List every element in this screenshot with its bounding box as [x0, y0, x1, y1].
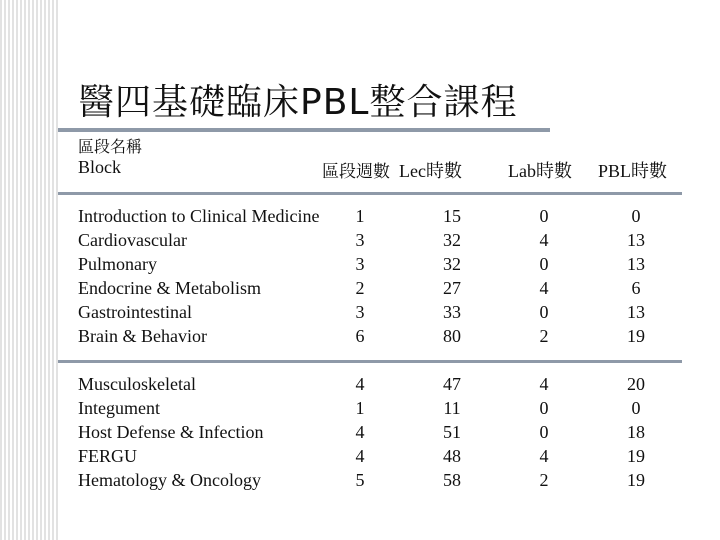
weeks-cell: 3	[355, 230, 365, 250]
lec-hours-cell: 27	[443, 278, 461, 298]
block-name: Brain & Behavior	[78, 326, 207, 346]
header-lab: Lab時數	[508, 161, 572, 181]
pbl-hours-cell: 0	[631, 398, 641, 418]
block-name: Cardiovascular	[78, 230, 187, 250]
weeks-cell: 4	[355, 422, 365, 442]
weeks-cell: 1	[355, 206, 365, 226]
lec-hours-cell: 32	[443, 230, 461, 250]
section-divider	[58, 360, 682, 363]
header-block-en: Block	[78, 157, 121, 177]
block-name: Hematology & Oncology	[78, 470, 261, 490]
block-name: Gastrointestinal	[78, 302, 192, 322]
lab-hours-cell: 4	[539, 374, 549, 394]
weeks-cell: 5	[355, 470, 365, 490]
header-pbl: PBL時數	[598, 161, 668, 181]
pbl-hours-cell: 19	[627, 446, 645, 466]
lab-hours-cell: 2	[539, 470, 549, 490]
lec-hours-cell: 58	[443, 470, 461, 490]
pbl-hours-cell: 6	[631, 278, 641, 298]
block-name: FERGU	[78, 446, 138, 466]
weeks-cell: 1	[355, 398, 365, 418]
lab-hours-cell: 0	[539, 254, 549, 274]
table-row	[0, 252, 720, 276]
lab-hours-cell: 0	[539, 398, 549, 418]
lab-hours-cell: 4	[539, 230, 549, 250]
lec-hours-cell: 33	[443, 302, 461, 322]
weeks-cell: 6	[355, 326, 365, 346]
lab-hours-cell: 0	[539, 422, 549, 442]
lec-hours-cell: 80	[443, 326, 461, 346]
lab-hours-cell: 2	[539, 326, 549, 346]
lec-hours-cell: 47	[443, 374, 461, 394]
lec-hours-cell: 48	[443, 446, 461, 466]
table-row	[0, 324, 720, 348]
lab-hours-cell: 4	[539, 278, 549, 298]
pbl-hours-cell: 13	[627, 230, 645, 250]
block-name: Musculoskeletal	[78, 374, 196, 394]
lab-hours-cell: 0	[539, 206, 549, 226]
pbl-hours-cell: 19	[627, 470, 645, 490]
table-row	[0, 204, 720, 228]
lec-hours-cell: 51	[443, 422, 461, 442]
header-weeks-lec	[322, 157, 462, 183]
table-row	[0, 468, 720, 492]
lec-hours-cell: 32	[443, 254, 461, 274]
table-row	[0, 276, 720, 300]
table-row	[0, 228, 720, 252]
pbl-hours-cell: 0	[631, 206, 641, 226]
slide-title: 醫四基礎臨床PBL整合課程	[78, 82, 518, 123]
title-underline	[58, 128, 550, 132]
header-weeks: 區段週數	[322, 162, 390, 182]
block-name: Pulmonary	[78, 254, 157, 274]
table-row	[0, 300, 720, 324]
table-row	[0, 444, 720, 468]
pbl-hours-cell: 13	[627, 302, 645, 322]
weeks-cell: 3	[355, 302, 365, 322]
lec-hours-cell: 11	[443, 398, 461, 418]
lab-hours-cell: 4	[539, 446, 549, 466]
lab-hours-cell: 0	[539, 302, 549, 322]
block-name: Endocrine & Metabolism	[78, 278, 261, 298]
weeks-cell: 2	[355, 278, 365, 298]
table-row	[0, 420, 720, 444]
pbl-hours-cell: 13	[627, 254, 645, 274]
header-block-zh: 區段名稱	[78, 137, 143, 156]
table-row	[0, 372, 720, 396]
table-row	[0, 396, 720, 420]
pbl-hours-cell: 20	[627, 374, 645, 394]
lec-hours-cell: 15	[443, 206, 461, 226]
header-lec: Lec時數	[399, 161, 462, 181]
block-name: Host Defense & Infection	[78, 422, 264, 442]
block-name: Integument	[78, 398, 160, 418]
weeks-cell: 4	[355, 446, 365, 466]
pbl-hours-cell: 19	[627, 326, 645, 346]
weeks-cell: 3	[355, 254, 365, 274]
block-name: Introduction to Clinical Medicine	[78, 206, 320, 226]
weeks-cell: 4	[355, 374, 365, 394]
header-divider	[58, 192, 682, 195]
pbl-hours-cell: 18	[627, 422, 645, 442]
